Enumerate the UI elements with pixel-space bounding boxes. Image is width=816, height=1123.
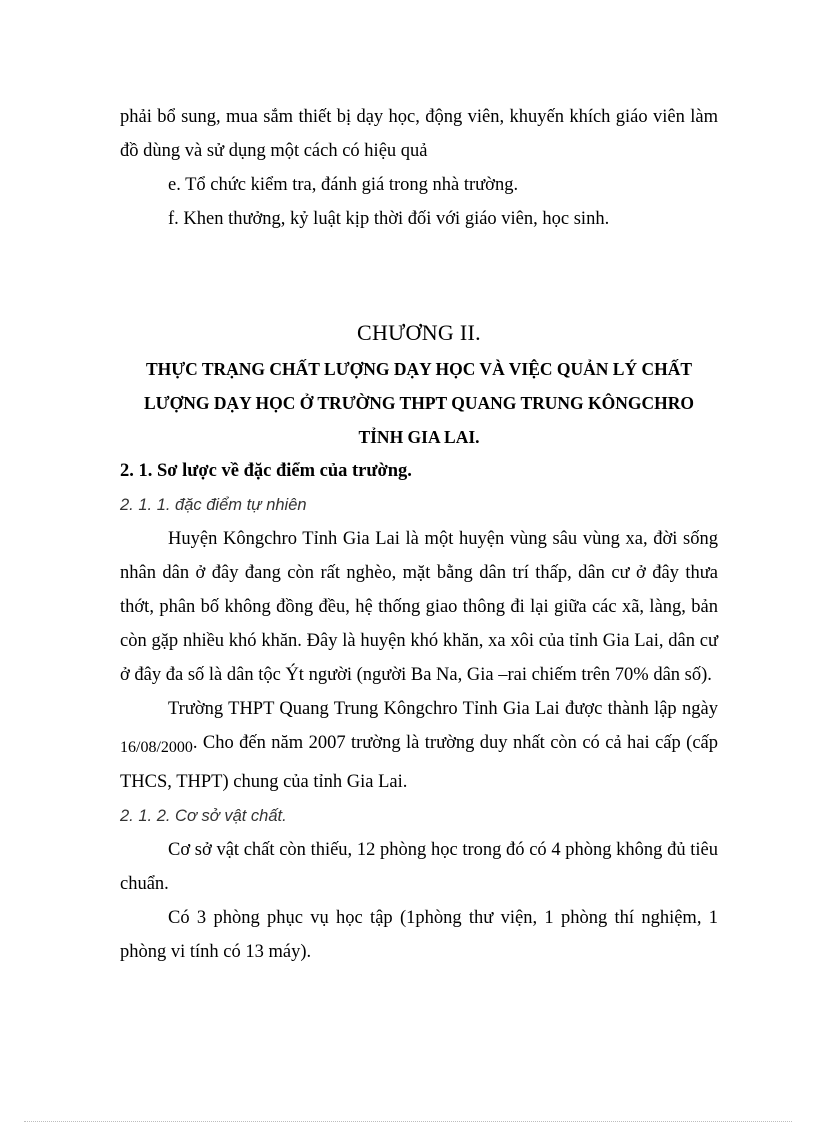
page-bottom-rule bbox=[24, 1121, 792, 1122]
paragraph-school-history bbox=[120, 692, 718, 799]
paragraph-facilities-1: Cơ sở vật chất còn thiếu, 12 phòng học trong đó có 4 phòng không đủ tiêu chuẩn. bbox=[120, 840, 718, 894]
founding-date: 16/08/2000 bbox=[120, 739, 193, 756]
chapter-title: CHƯƠNG II. bbox=[357, 320, 481, 345]
list-item-f: f. Khen thưởng, kỷ luật kịp thời đối với giáo viên, học sinh. bbox=[168, 209, 610, 229]
school-history-end: . Cho đến năm 2007 trường là trường duy nhất còn có cả hai cấp (cấp THCS, THPT) chung của tỉnh Gia Lai. bbox=[120, 733, 718, 792]
paragraph-continued: phải bổ sung, mua sắm thiết bị dạy học, động viên, khuyến khích giáo viên làm đồ dùng và sử dụng một cách có hiệu quả bbox=[120, 107, 718, 161]
school-history-start: Trường THPT Quang Trung Kôngchro Tỉnh Gia Lai được thành lập ngày bbox=[168, 699, 718, 719]
chapter-subtitle: THỰC TRẠNG CHẤT LƯỢNG DẠY HỌC VÀ VIỆC QUẢN LÝ CHẤT LƯỢNG DẠY HỌC Ở TRƯỜNG THPT QUANG TRUNG KÔNGCHRO TỈNH GIA LAI. bbox=[144, 359, 694, 447]
paragraph-facilities-2: Có 3 phòng phục vụ học tập (1phòng thư viện, 1 phòng thí nghiệm, 1 phòng vi tính có 13 máy). bbox=[120, 908, 718, 962]
page-content bbox=[120, 100, 718, 969]
subsection-heading-2-1-1: 2. 1. 1. đặc điểm tự nhiên bbox=[120, 496, 307, 514]
paragraph-natural-features: Huyện Kôngchro Tỉnh Gia Lai là một huyện vùng sâu vùng xa, đời sống nhân dân ở đây đang còn rất nghèo, mặt bằng dân trí thấp, dân cư ở đây thưa thớt, phân bố không đồng đều, hệ thống giao thông đi lại giữa các xã, làng, bản còn gặp nhiều khó khăn. Đây là huyện khó khăn, xa xôi của tỉnh Gia Lai, dân cư ở đây đa số là dân tộc Ýt người (người Ba Na, Gia –rai chiếm trên 70% dân số). bbox=[120, 529, 718, 685]
section-heading-2-1: 2. 1. Sơ lược về đặc điểm của trường. bbox=[120, 461, 412, 481]
list-item-e: e. Tổ chức kiểm tra, đánh giá trong nhà trường. bbox=[168, 175, 519, 195]
subsection-heading-2-1-2: 2. 1. 2. Cơ sở vật chất. bbox=[120, 807, 287, 825]
